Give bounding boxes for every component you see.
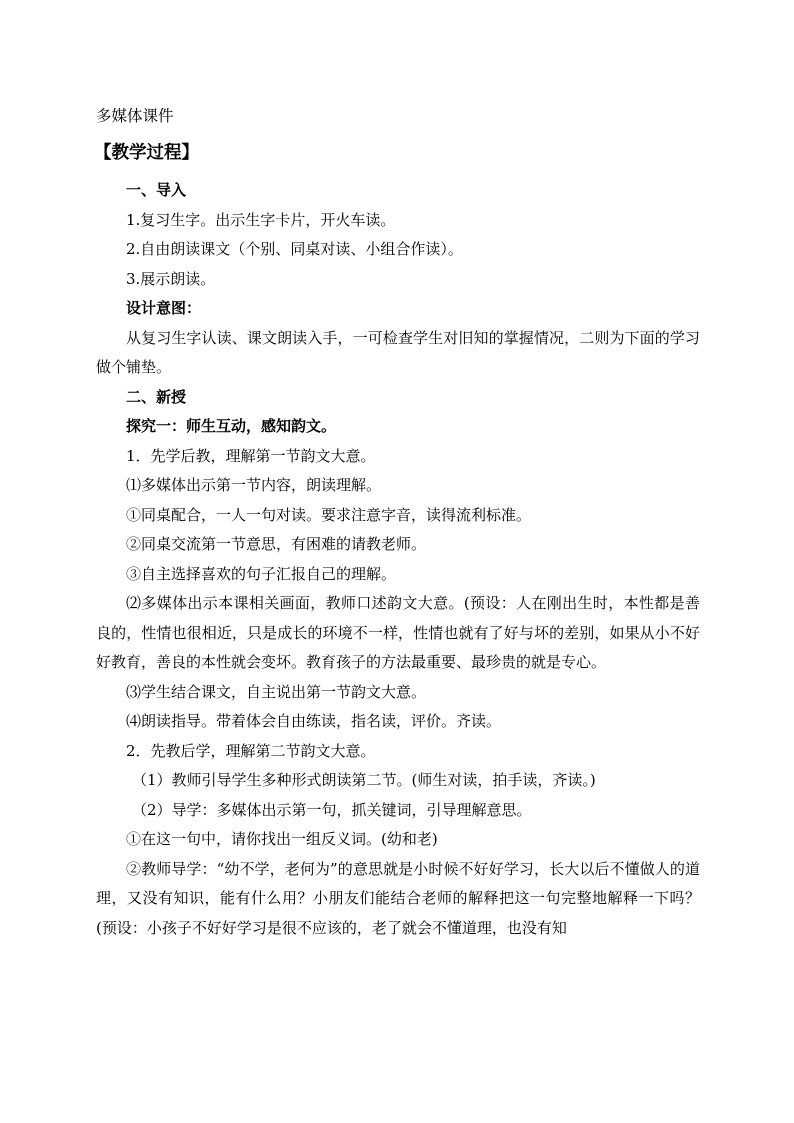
heading-new-lesson: 二、新授 bbox=[126, 387, 187, 406]
sub-item-2-paragraph: ⑵多媒体出示本课相关画面，教师口述韵文大意。(预设：人在刚出生时，本性都是善良的，性情也很相近，只是成长的环境不一样，性情也就有了好与坏的差别，如果从小不好好教育，善良的本性就会变坏。教育孩子的方法最重要、最珍贵的就是专心。 bbox=[96, 594, 700, 671]
sub-item-1-b: ②同桌交流第一节意思，有困难的请教老师。 bbox=[126, 535, 427, 553]
step-1-title: 1．先学后教，理解第一节韵文大意。 bbox=[126, 446, 376, 465]
intro-step-1: 1.复习生字。出示生字卡片，开火车读。 bbox=[126, 210, 396, 229]
document-page bbox=[96, 100, 700, 943]
heading-intro: 一、导入 bbox=[126, 181, 187, 199]
explore-one-title: 探究一：师生互动，感知韵文。 bbox=[126, 417, 337, 435]
sub-item-1-c: ③自主选择喜欢的句子汇报自己的理解。 bbox=[126, 564, 397, 583]
step-2-item-2-a: ①在这一句中，请你找出一组反义词。(幼和老) bbox=[126, 830, 438, 848]
sub-item-4: ⑷朗读指导。带着体会自由练读，指名读，评价。齐读。 bbox=[126, 712, 502, 730]
step-2-item-1: （1）教师引导学生多种形式朗读第二节。(师生对读，拍手读，齐读。) bbox=[132, 771, 596, 789]
step-2-title: 2．先教后学，理解第二节韵文大意。 bbox=[126, 741, 376, 760]
intro-step-2: 2.自由朗读课文（个别、同桌对读、小组合作读）。 bbox=[126, 240, 463, 258]
step-2-item-2: （2）导学：多媒体出示第一句，抓关键词，引导理解意思。 bbox=[132, 800, 532, 819]
design-intent-paragraph: 从复习生字认读、课文朗读入手，一可检查学生对旧知的掌握情况，二则为下面的学习做个铺垫。 bbox=[96, 328, 700, 376]
section-title: 【教学过程】 bbox=[94, 143, 199, 163]
design-intent-label: 设计意图： bbox=[126, 299, 202, 317]
top-line: 多媒体课件 bbox=[96, 107, 174, 125]
intro-step-3: 3.展示朗读。 bbox=[126, 269, 216, 288]
step-2-item-2-b-paragraph: ②教师导学：“幼不学，老何为”的意思就是小时候不好好学习，长大以后不懂做人的道理，又没有知识，能有什么用？小朋友们能结合老师的解释把这一句完整地解释一下吗？(预设：小孩子不好好学习是很不应该的，老了就会不懂道理，也没有知 bbox=[96, 859, 700, 937]
sub-item-1: ⑴多媒体出示第一节内容，朗读理解。 bbox=[126, 476, 382, 494]
sub-item-1-a: ①同桌配合，一人一句对读。要求注意字音，读得流利标准。 bbox=[126, 505, 532, 524]
sub-item-3: ⑶学生结合课文，自主说出第一节韵文大意。 bbox=[126, 682, 427, 701]
